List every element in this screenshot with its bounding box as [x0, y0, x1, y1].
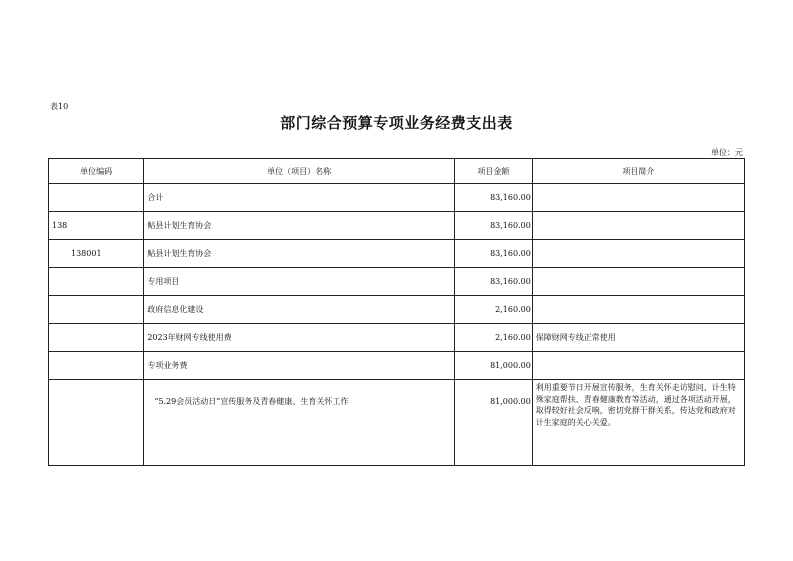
cell-intro [532, 352, 744, 380]
cell-amount: 83,160.00 [454, 240, 532, 268]
cell-name: 专项业务费 [144, 352, 455, 380]
table-row [49, 380, 745, 466]
cell-name: 合计 [144, 184, 455, 212]
cell-intro [532, 212, 744, 240]
table-row [49, 324, 745, 352]
cell-intro [532, 268, 744, 296]
document-title: 部门综合预算专项业务经费支出表 [280, 114, 513, 132]
cell-code [49, 380, 144, 466]
cell-code [49, 324, 144, 352]
cell-intro: 利用重要节日开展宣传服务，生育关怀走访慰问、计生特殊家庭帮扶、青春健康教育等活动，通过各项活动开展，取得较好社会反响，密切党群干群关系，传达党和政府对计生家庭的关心关爱。 [532, 380, 744, 466]
cell-code: 138 [49, 212, 144, 240]
cell-intro [532, 240, 744, 268]
header-code: 单位编码 [49, 159, 144, 184]
cell-intro [532, 296, 744, 324]
header-name: 单位（项目）名称 [144, 159, 455, 184]
cell-amount: 83,160.00 [454, 268, 532, 296]
cell-amount: 81,000.00 [454, 352, 532, 380]
cell-name: 专用项目 [144, 268, 455, 296]
budget-table [48, 158, 745, 466]
cell-name: 鲇县计划生育协会 [144, 212, 455, 240]
header-amount: 项目金额 [454, 159, 532, 184]
header-row [49, 159, 745, 184]
cell-name: 政府信息化建设 [144, 296, 455, 324]
cell-code [49, 184, 144, 212]
cell-name: 2023年财网专线使用费 [144, 324, 455, 352]
cell-name: 鲇县计划生育协会 [144, 240, 455, 268]
cell-intro [532, 184, 744, 212]
table-row [49, 268, 745, 296]
table-number: 表10 [50, 102, 69, 111]
cell-code [49, 268, 144, 296]
table-row [49, 184, 745, 212]
cell-code: 138001 [49, 240, 144, 268]
cell-amount: 2,160.00 [454, 324, 532, 352]
cell-amount: 83,160.00 [454, 212, 532, 240]
cell-amount: 83,160.00 [454, 184, 532, 212]
cell-amount: 2,160.00 [454, 296, 532, 324]
cell-amount: 81,000.00 [454, 380, 532, 466]
table-row [49, 212, 745, 240]
cell-name: “5.29会员活动日”宣传服务及青春健康、生育关怀工作 [144, 380, 455, 466]
cell-intro: 保障财网专线正常使用 [532, 324, 744, 352]
table-row [49, 352, 745, 380]
table-row [49, 240, 745, 268]
cell-code [49, 296, 144, 324]
header-intro: 项目简介 [532, 159, 744, 184]
cell-code [49, 352, 144, 380]
unit-label: 单位：元 [711, 148, 743, 157]
table-row [49, 296, 745, 324]
